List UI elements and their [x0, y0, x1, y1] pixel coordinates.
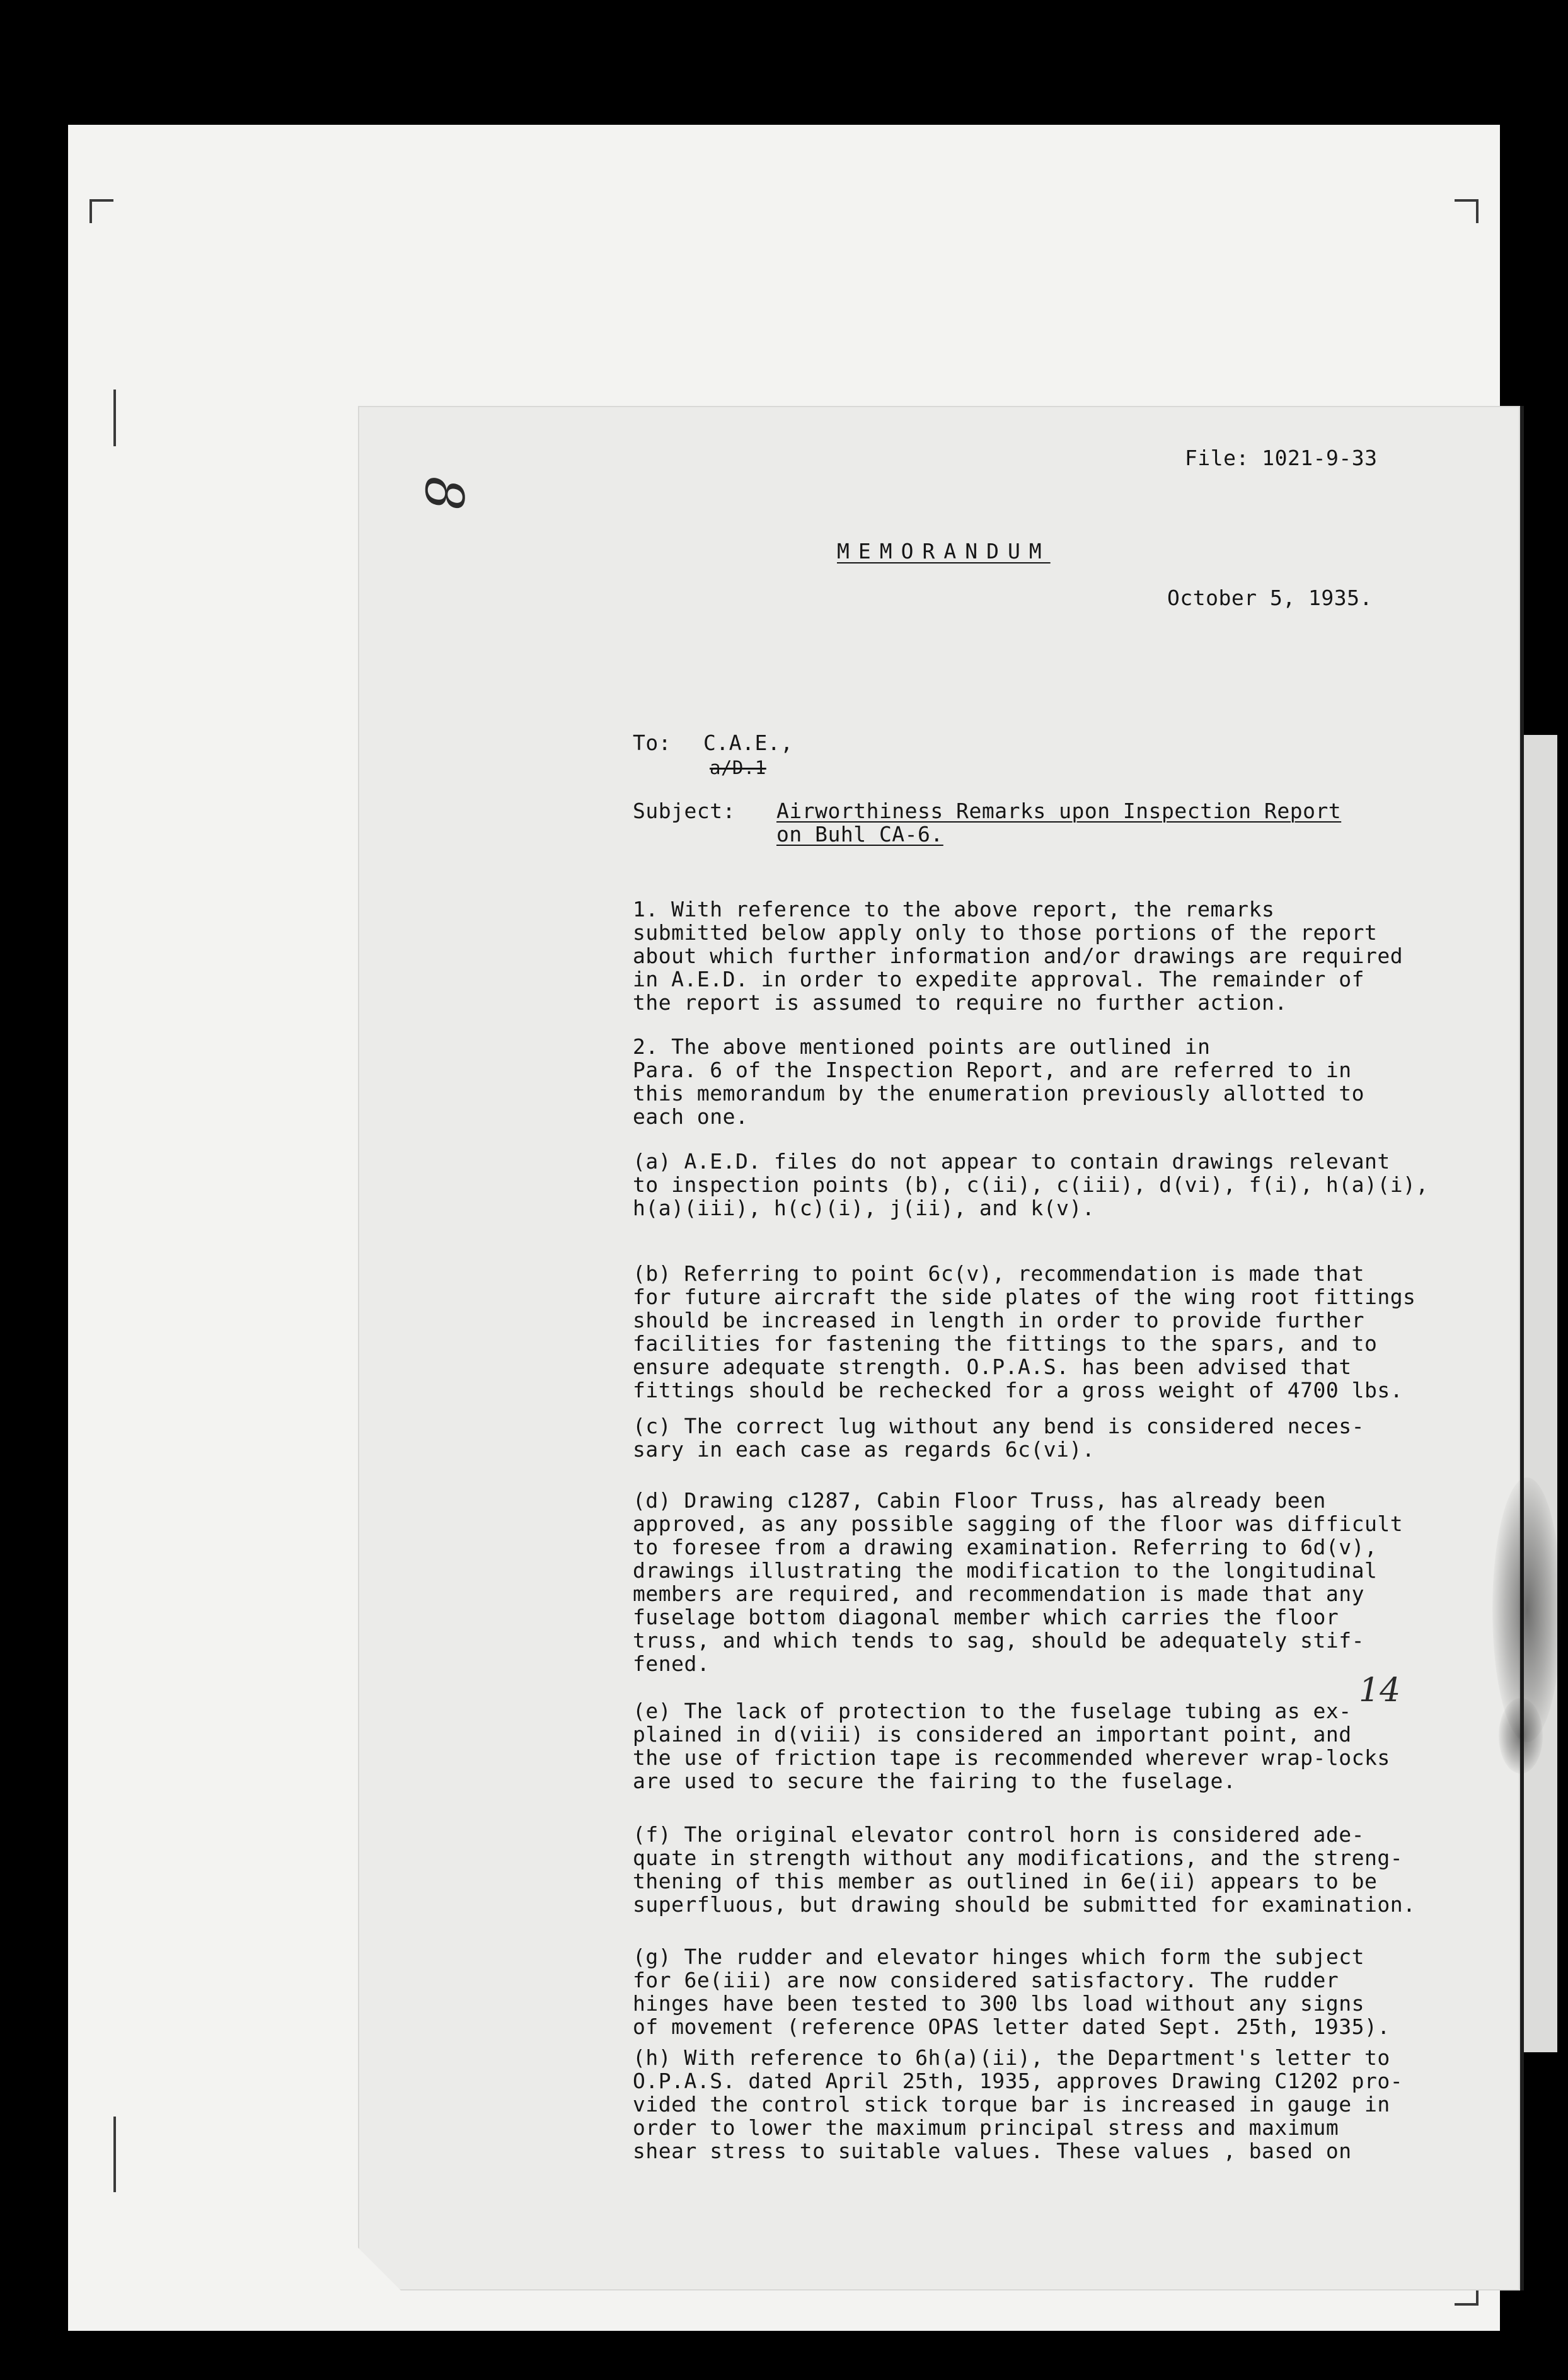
- frame-corner-top-left: [89, 199, 113, 223]
- paragraph-e: (e) The lack of protection to the fuselage tubing as ex- plained in d(viii) is considered an important point, and the use of friction tape is recommended wherever wrap-locks are used to secure the fairing to the fuselage.: [633, 1699, 1390, 1793]
- memo-date: October 5, 1935.: [1167, 586, 1373, 610]
- frame-corner-top-right: [1455, 199, 1479, 223]
- handwritten-page-note: 14: [1359, 1672, 1401, 1709]
- paragraph-a: (a) A.E.D. files do not appear to contain drawings relevant to inspection points (b), c(ii), c(iii), d(vi), f(i), h(a)(i), h(a)(iii), h(c)(i), j(ii), and k(v).: [633, 1149, 1429, 1220]
- handwritten-mark: 8: [412, 475, 476, 512]
- to-recipient-secondary: a/D.1: [710, 757, 766, 778]
- paragraph-g: (g) The rudder and elevator hinges which form the subject for 6e(iii) are now considered satisfactory. The rudder hinges have been tested to 300 lbs load without any signs of movement (reference OPAS letter dated Sept. 25th, 1935).: [633, 1944, 1390, 2039]
- frame-side-mark-left-bottom: [113, 2117, 116, 2192]
- to-recipient: C.A.E.,: [703, 731, 793, 755]
- paragraph-f: (f) The original elevator control horn is considered ade- quate in strength without any modifications, and the streng- thening of this member as outlined in 6e(ii) appears to be superfluous, but drawing should be submitted for examination.: [633, 1822, 1416, 1917]
- paragraph-h: (h) With reference to 6h(a)(ii), the Department's letter to O.P.A.S. dated April 25th, 1935, approves Drawing C1202 pro- vided the control stick torque bar is increased in gauge in order to lower the maximum principal stress and maximum shear stress to suitable values. These values , based on: [633, 2045, 1404, 2163]
- paragraph-2: 2. The above mentioned points are outlined in Para. 6 of the Inspection Report, and are referred to in this memorandum by the enumeration previously allotted to each one.: [633, 1034, 1364, 1129]
- subject-label: Subject:: [633, 799, 735, 823]
- paragraph-d: (d) Drawing c1287, Cabin Floor Truss, has already been approved, as any possible sagging of the floor was difficult to foresee from a drawing examination. Referring to 6d(v), drawings illustrating the modification to the longitudinal members are required, and recommendation is made that any fuselage bottom diagonal member which carries the floor truss, and which tends to sag, should be adequately stif- fened.: [633, 1488, 1404, 1676]
- file-reference: File: 1021-9-33: [1185, 446, 1378, 470]
- to-label: To:: [633, 731, 672, 755]
- memo-sheet: [358, 406, 1524, 2290]
- underlying-sheet-edge: [1520, 735, 1557, 2052]
- paragraph-b: (b) Referring to point 6c(v), recommendation is made that for future aircraft the side plates of the wing root fittings should be increased in length in order to provide further facilities for fastening the fittings to the spars, and to ensure adequate strength. O.P.A.S. has been advised that fittings should be rechecked for a gross weight of 4700 lbs.: [633, 1261, 1416, 1402]
- paragraph-1: 1. With reference to the above report, the remarks submitted below apply only to those portions of the report about which further information and/or drawings are required in A.E.D. in order to expedite approval. The remainder of the report is assumed to require no further action.: [633, 897, 1404, 1015]
- subject-text: Airworthiness Remarks upon Inspection Report on Buhl CA-6.: [776, 799, 1342, 846]
- memo-title: MEMORANDUM: [837, 539, 1051, 563]
- frame-side-mark-left: [113, 390, 116, 446]
- sheet-folded-corner: [358, 2248, 402, 2292]
- paragraph-c: (c) The correct lug without any bend is considered neces- sary in each case as regards 6c(vi).: [633, 1414, 1364, 1462]
- scan-frame: [68, 125, 1500, 2331]
